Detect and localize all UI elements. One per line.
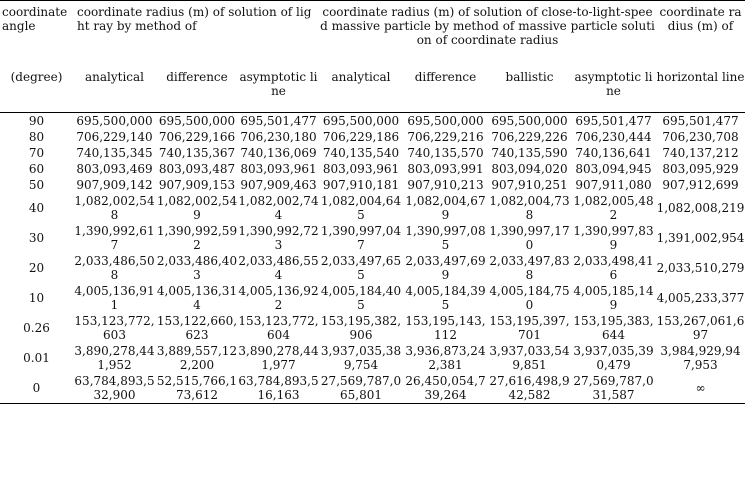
value-cell: 1,082,002,744	[238, 194, 319, 222]
value-cell: 803,094,020	[491, 162, 568, 176]
value-cell: 4,005,184,750	[489, 284, 570, 312]
angle-header: coordinate angle	[2, 5, 68, 33]
value-cell: 3,937,033,549,851	[489, 344, 570, 372]
value-cell: 706,230,444	[575, 130, 652, 144]
table-row	[0, 283, 745, 313]
value-cell: 1,390,992,723	[238, 224, 319, 252]
value-cell: 4,005,136,922	[238, 284, 319, 312]
value-cell: 4,005,184,395	[405, 284, 486, 312]
value-cell: 4,005,184,405	[320, 284, 402, 312]
value-cell: 740,136,641	[575, 146, 652, 160]
value-cell: 52,515,766,173,612	[156, 374, 238, 402]
value-cell: 706,229,186	[322, 130, 400, 144]
value-cell: 1,082,005,482	[573, 194, 654, 222]
angle-cell: 0	[0, 373, 73, 404]
table-row	[0, 223, 745, 253]
value-cell: 907,909,142	[76, 178, 153, 192]
value-cell: 3,937,035,389,754	[320, 344, 402, 372]
subheader-ballistic: ballistic	[488, 67, 571, 113]
value-cell: 695,500,000	[322, 114, 400, 128]
value-cell: 706,229,226	[491, 130, 568, 144]
value-cell: 27,616,498,942,582	[489, 374, 570, 402]
value-cell: 907,910,251	[491, 178, 568, 192]
value-cell: 706,230,180	[240, 130, 317, 144]
value-cell: 153,122,660,623	[156, 314, 238, 342]
value-cell: 740,135,590	[491, 146, 568, 160]
value-cell: 153,195,397,701	[489, 314, 570, 342]
massive-particle-group-header: coordinate radius (m) of solution of close-to-light-speed massive particle by method of massive particle solution of coordinate radius	[320, 5, 655, 47]
value-cell: 2,033,510,279	[656, 261, 745, 275]
value-cell: 27,569,787,065,801	[320, 374, 402, 402]
value-cell: 153,195,382,906	[320, 314, 402, 342]
angle-cell: 40	[28, 201, 45, 215]
value-cell: 695,501,477	[575, 114, 652, 128]
value-cell: 803,093,469	[76, 162, 153, 176]
value-cell: 740,135,540	[322, 146, 400, 160]
value-cell: 2,033,497,655	[320, 254, 402, 282]
value-cell: 803,093,961	[322, 162, 400, 176]
value-cell: 907,912,699	[662, 178, 739, 192]
value-cell: 153,123,772,604	[238, 314, 319, 342]
subheader-difference: difference	[156, 67, 238, 113]
value-cell: 695,500,000	[491, 114, 568, 128]
value-cell: 1,391,002,954	[656, 231, 745, 245]
table-row	[0, 373, 745, 404]
value-cell: 695,500,000	[407, 114, 484, 128]
value-cell: 4,005,185,149	[573, 284, 654, 312]
value-cell: 740,136,069	[240, 146, 317, 160]
value-cell: 3,890,278,441,977	[238, 344, 319, 372]
value-cell: 695,500,000	[158, 114, 236, 128]
angle-cell: 60	[28, 162, 45, 176]
angle-cell: 20	[28, 261, 45, 275]
value-cell: 1,390,992,617	[74, 224, 155, 252]
subheader-asymptotic-line: asymptotic line	[571, 67, 656, 113]
value-cell: 1,390,997,170	[489, 224, 570, 252]
value-cell: 3,937,035,390,479	[573, 344, 654, 372]
value-cell: 3,936,873,242,381	[405, 344, 486, 372]
value-cell: 803,094,945	[575, 162, 652, 176]
subheader-analytical: analytical	[319, 67, 403, 113]
angle-unit-header: (degree)	[0, 67, 73, 113]
subheader-horizontal-line: horizontal line	[656, 67, 745, 113]
value-cell: 695,501,477	[240, 114, 317, 128]
value-cell: 153,195,383,644	[573, 314, 654, 342]
angle-cell: 80	[28, 130, 45, 144]
value-cell: 907,911,080	[575, 178, 652, 192]
value-cell: 1,390,992,592	[156, 224, 238, 252]
value-cell: 803,095,929	[662, 162, 739, 176]
value-cell: 740,135,367	[158, 146, 236, 160]
value-cell: 26,450,054,739,264	[403, 373, 488, 404]
value-cell: 63,784,893,516,163	[238, 374, 319, 402]
value-cell: 706,229,166	[158, 130, 236, 144]
value-cell: ∞	[656, 373, 745, 404]
value-cell: 695,501,477	[662, 114, 739, 128]
value-cell: 706,229,140	[76, 130, 153, 144]
value-cell: 3,984,929,947,953	[660, 344, 741, 372]
value-cell: 740,135,570	[407, 146, 484, 160]
value-cell: 695,500,000	[76, 114, 153, 128]
value-cell: 706,230,708	[662, 130, 739, 144]
value-cell: 706,229,216	[407, 130, 484, 144]
angle-cell: 70	[28, 146, 45, 160]
value-cell: 2,033,486,554	[238, 254, 319, 282]
value-cell: 1,082,004,738	[489, 194, 570, 222]
value-cell: 4,005,136,314	[156, 284, 238, 312]
table-row	[0, 161, 745, 177]
value-cell: 2,033,486,508	[74, 254, 155, 282]
value-cell: 1,082,002,549	[156, 194, 238, 222]
value-cell: 153,123,772,603	[74, 314, 155, 342]
subheader-analytical: analytical	[73, 67, 156, 113]
table-row	[0, 253, 745, 283]
table-row	[0, 313, 745, 343]
angle-cell: 90	[28, 114, 45, 128]
value-cell: 1,082,004,679	[405, 194, 486, 222]
subheader-difference: difference	[403, 67, 488, 113]
value-cell: 907,910,181	[322, 178, 400, 192]
angle-cell: 0.01	[23, 351, 50, 365]
value-cell: 803,093,487	[158, 162, 236, 176]
angle-cell: 50	[28, 178, 45, 192]
value-cell: 2,033,497,838	[489, 254, 570, 282]
value-cell: 3,889,557,122,200	[156, 344, 238, 372]
table-row	[0, 343, 745, 373]
value-cell: 1,082,008,219	[656, 201, 745, 215]
horizontal-group-header: coordinate radius (m) of	[659, 5, 742, 33]
value-cell: 1,390,997,839	[573, 224, 654, 252]
value-cell: 803,093,991	[407, 162, 484, 176]
subheader-asymptotic-line: asymptotic line	[238, 67, 319, 113]
value-cell: 1,082,004,645	[320, 194, 402, 222]
value-cell: 2,033,486,403	[156, 254, 238, 282]
light-ray-group-header: coordinate radius (m) of solution of light ray by method of	[77, 5, 312, 33]
value-cell: 803,093,961	[240, 162, 317, 176]
table-row	[0, 193, 745, 223]
value-cell: 4,005,136,911	[74, 284, 155, 312]
value-cell: 153,267,061,697	[656, 314, 745, 342]
value-cell: 63,784,893,532,900	[74, 374, 155, 402]
value-cell: 1,390,997,085	[405, 224, 486, 252]
value-cell: 27,569,787,031,587	[571, 373, 656, 404]
angle-cell: 0.26	[23, 321, 50, 335]
value-cell: 1,082,002,548	[74, 194, 155, 222]
value-cell: 153,195,143,112	[405, 314, 486, 342]
value-cell: 3,890,278,441,952	[74, 344, 155, 372]
angle-cell: 30	[28, 231, 45, 245]
table-row	[0, 129, 745, 145]
value-cell: 1,390,997,047	[320, 224, 402, 252]
value-cell: 907,909,463	[240, 178, 317, 192]
angle-cell: 10	[28, 291, 45, 305]
value-cell: 2,033,497,699	[405, 254, 486, 282]
value-cell: 907,910,213	[407, 178, 484, 192]
value-cell: 2,033,498,416	[573, 254, 654, 282]
table-row	[0, 145, 745, 161]
value-cell: 740,135,345	[76, 146, 153, 160]
table-row	[0, 113, 745, 130]
value-cell: 4,005,233,377	[656, 291, 745, 305]
table-row	[0, 177, 745, 193]
value-cell: 740,137,212	[662, 146, 739, 160]
value-cell: 907,909,153	[158, 178, 236, 192]
